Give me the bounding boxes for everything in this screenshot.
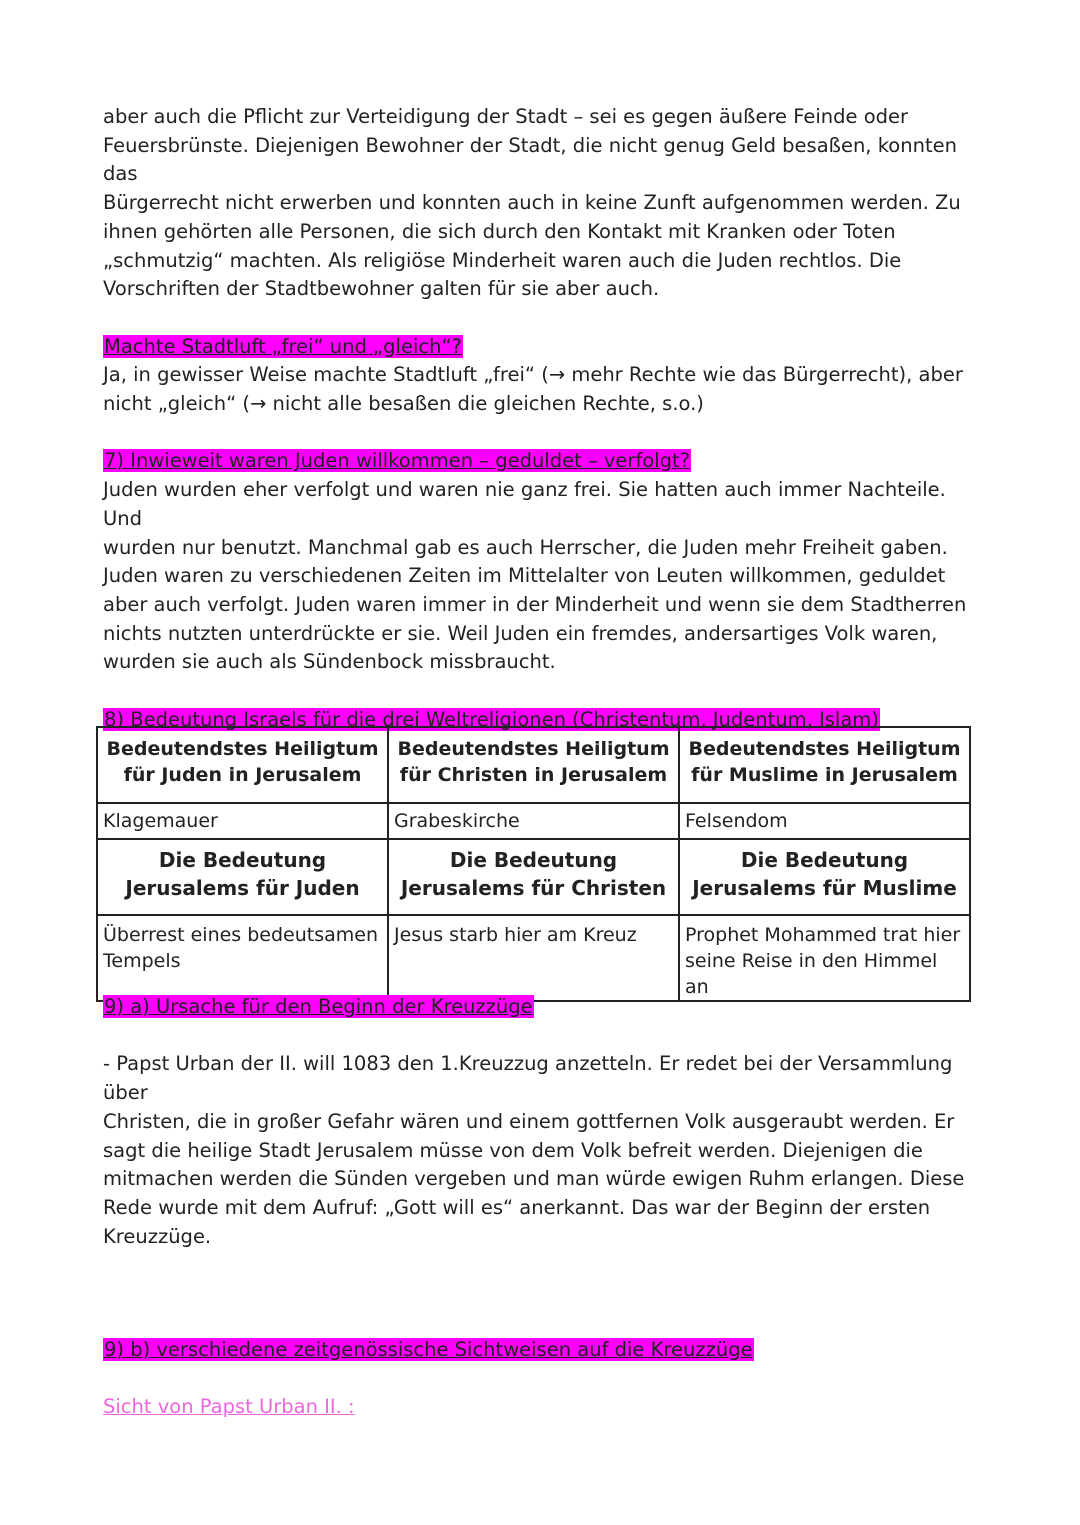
table-cell: Felsendom <box>679 803 970 839</box>
text-line: - Papst Urban der II. will 1083 den 1.Kreuzzug anzetteln. Er redet bei der Versammlung über <box>103 1052 953 1105</box>
table-header-cell: Die Bedeutung Jerusalems für Muslime <box>679 839 970 915</box>
section-heading-stadtluft: Machte Stadtluft „frei“ und „gleich“? <box>104 334 462 358</box>
table-cell: Prophet Mohammed trat hier seine Reise in den Himmel an <box>679 915 970 1001</box>
intro-paragraph <box>103 103 983 304</box>
table-row <box>97 839 970 915</box>
text-line: Rede wurde mit dem Aufruf: „Gott will es“ anerkannt. Das war der Beginn der ersten <box>103 1195 931 1219</box>
section-heading-9a: 9) a) Ursache für den Beginn der Kreuzzüge <box>104 995 533 1018</box>
table-header-cell: Bedeutendstes Heiligtum für Muslime in Jerusalem <box>679 727 970 803</box>
table-header-cell: Bedeutendstes Heiligtum für Juden in Jerusalem <box>97 727 388 803</box>
section-heading-8: 8) Bedeutung Israels für die drei Weltreligionen (Christentum, Judentum, Islam) <box>104 707 879 731</box>
text-line: wurden nur benutzt. Manchmal gab es auch Herrscher, die Juden mehr Freiheit gaben. <box>103 535 948 559</box>
table-row <box>97 727 970 803</box>
text-line: nicht „gleich“ (→ nicht alle besaßen die gleichen Rechte, s.o.) <box>103 392 704 416</box>
text-line: Ja, in gewisser Weise machte Stadtluft „frei“ (→ mehr Rechte wie das Bürgerrecht), aber <box>103 363 963 387</box>
text-line: Juden wurden eher verfolgt und waren nie ganz frei. Sie hatten auch immer Nachteile. Und <box>103 478 946 530</box>
table-cell: Klagemauer <box>97 803 388 839</box>
section-9a <box>103 993 983 1251</box>
text-line: ihnen gehörten alle Personen, die sich durch den Kontakt mit Kranken oder Toten <box>103 219 896 243</box>
table-header-cell: Bedeutendstes Heiligtum für Christen in Jerusalem <box>388 727 679 803</box>
section-stadtluft <box>103 333 983 419</box>
document-body <box>103 103 983 734</box>
text-line: Bürgerrecht nicht erwerben und konnten auch in keine Zunft aufgenommen werden. Zu <box>103 191 961 215</box>
subheading-papst-urban: Sicht von Papst Urban II. : <box>103 1395 355 1419</box>
text-line: Kreuzzüge. <box>103 1224 212 1248</box>
table-cell: Grabeskirche <box>388 803 679 839</box>
table-row <box>97 803 970 839</box>
text-line: Feuersbrünste. Diejenigen Bewohner der Stadt, die nicht genug Geld besaßen, konnten das <box>103 133 957 186</box>
section-heading-9b: 9) b) verschiedene zeitgenössische Sichtweisen auf die Kreuzzüge <box>104 1338 753 1361</box>
text-line: nichts nutzten unterdrückte er sie. Weil Juden ein fremdes, andersartiges Volk waren, <box>103 621 938 645</box>
text-line: mitmachen werden die Sünden vergeben und man würde ewigen Ruhm erlangen. Diese <box>103 1167 965 1191</box>
section-heading-7: 7) Inwieweit waren Juden willkommen – geduldet – verfolgt? <box>104 449 691 473</box>
text-line: wurden sie auch als Sündenbock missbraucht. <box>103 650 556 674</box>
table-cell: Überrest eines bedeutsamen Tempels <box>97 915 388 1001</box>
section-9b <box>103 1336 983 1422</box>
sanctuary-table <box>96 726 971 1002</box>
text-line: sagt die heilige Stadt Jerusalem müsse von dem Volk befreit werden. Diejenigen die <box>103 1138 923 1162</box>
section-7 <box>103 447 983 677</box>
table-row <box>97 915 970 1001</box>
table-header-cell: Die Bedeutung Jerusalems für Juden <box>97 839 388 915</box>
text-line: Vorschriften der Stadtbewohner galten für sie aber auch. <box>103 277 660 301</box>
text-line: Christen, die in großer Gefahr wären und einem gottfernen Volk ausgeraubt werden. Er <box>103 1109 955 1133</box>
text-line: Juden waren zu verschiedenen Zeiten im Mittelalter von Leuten willkommen, geduldet <box>103 564 946 588</box>
table-header-cell: Die Bedeutung Jerusalems für Christen <box>388 839 679 915</box>
text-line: „schmutzig“ machten. Als religiöse Minderheit waren auch die Juden rechtlos. Die <box>103 248 902 272</box>
text-line: aber auch die Pflicht zur Verteidigung der Stadt – sei es gegen äußere Feinde oder <box>103 105 909 128</box>
text-line: aber auch verfolgt. Juden waren immer in der Minderheit und wenn sie dem Stadtherren <box>103 592 967 616</box>
table-cell: Jesus starb hier am Kreuz <box>388 915 679 1001</box>
